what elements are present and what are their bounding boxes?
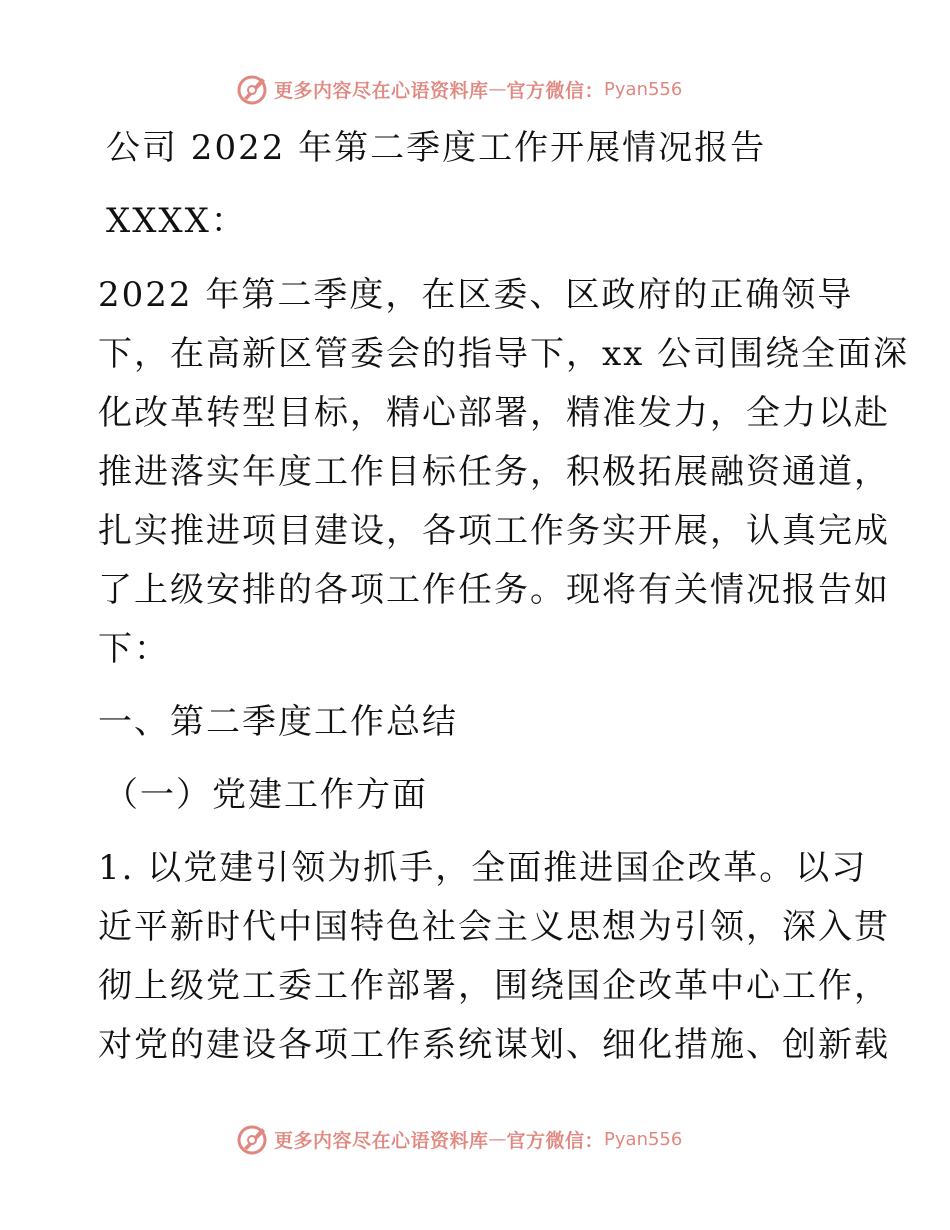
item-line: 1. 以党建引领为抓手，全面推进国企改革。以习 — [98, 848, 868, 888]
section-heading: 一、第二季度工作总结 — [98, 702, 458, 742]
quill-logo-icon — [236, 1122, 270, 1156]
intro-line: 推进落实年度工作目标任务，积极拓展融资通道， — [98, 452, 890, 492]
watermark-wechat-label: 官方微信： — [506, 79, 605, 102]
intro-line: 了上级安排的各项工作任务。现将有关情况报告如 — [98, 570, 890, 610]
intro-line: 扎实推进项目建设，各项工作务实开展，认真完成 — [98, 511, 890, 551]
watermark-site-text: 更多内容尽在心语资料库 — [274, 1129, 489, 1152]
watermark-site-text: 更多内容尽在心语资料库 — [274, 79, 489, 102]
salutation: XXXX： — [106, 201, 247, 241]
item-line: 彻上级党工委工作部署，围绕国企改革中心工作， — [98, 966, 890, 1006]
watermark-wechat-label: 官方微信： — [506, 1129, 605, 1152]
intro-line: 下，在高新区管委会的指导下，xx 公司围绕全面深 — [98, 334, 910, 374]
subsection-heading: （一）党建工作方面 — [104, 775, 428, 815]
watermark-dash: — — [488, 1128, 507, 1150]
intro-line: 2022 年第二季度，在区委、区政府的正确领导 — [98, 275, 854, 315]
watermark-header — [236, 72, 682, 106]
intro-line: 下： — [98, 629, 170, 669]
watermark-dash: — — [488, 78, 507, 100]
intro-line: 化改革转型目标，精心部署，精准发力，全力以赴 — [98, 393, 890, 433]
watermark-wechat-id: Pyan556 — [604, 1128, 683, 1150]
item-line: 近平新时代中国特色社会主义思想为引领，深入贯 — [98, 907, 890, 947]
item-line: 对党的建设各项工作系统谋划、细化措施、创新载 — [98, 1025, 890, 1065]
quill-logo-icon — [236, 72, 270, 106]
watermark-footer — [236, 1122, 682, 1156]
watermark-wechat-id: Pyan556 — [604, 78, 683, 100]
document-title: 公司 2022 年第二季度工作开展情况报告 — [106, 128, 767, 168]
